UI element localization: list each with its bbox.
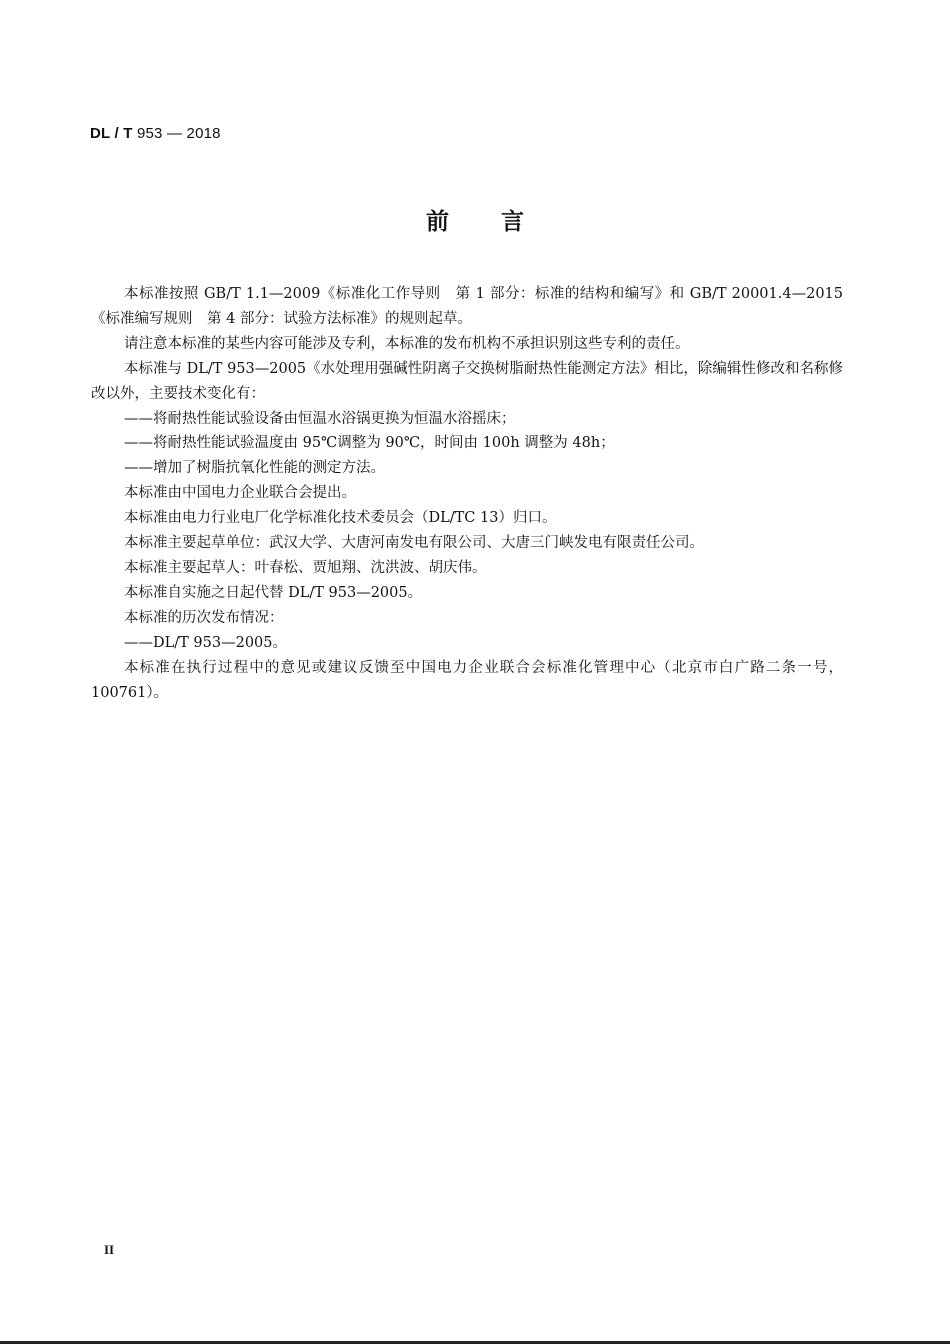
document-code	[90, 125, 221, 142]
section-title-char-1: 前	[426, 209, 449, 235]
paragraph-drafting-rules: 本标准按照 GB/T 1.1—2009《标准化工作导则 第 1 部分：标准的结构和编写》和 GB/T 20001.4—2015《标准编写规则 第 4 部分：试验方法标准》的规则起草。	[91, 286, 843, 327]
section-title-char-2: 言	[501, 209, 524, 235]
paragraph-changes-intro: 本标准与 DL/T 953—2005《水处理用强碱性阴离子交换树脂耐热性能测定方法》相比，除编辑性修改和名称修改以外，主要技术变化有：	[91, 360, 843, 402]
paragraph-responsible-committee: 本标准由电力行业电厂化学标准化技术委员会（DL/TC 13）归口。	[124, 510, 557, 527]
paragraph-proposer: 本标准由中国电力企业联合会提出。	[124, 485, 356, 502]
document-code-number: 953 — 2018	[136, 125, 221, 142]
list-item-change-oxidation: ——增加了树脂抗氧化性能的测定方法。	[124, 460, 385, 477]
paragraph-patent-notice: 请注意本标准的某些内容可能涉及专利，本标准的发布机构不承担识别这些专利的责任。	[124, 335, 690, 352]
section-title	[0, 203, 950, 236]
list-item-previous-edition: ——DL/T 953—2005。	[124, 634, 287, 651]
document-code-prefix: DL / T	[90, 125, 133, 142]
paragraph-replaces: 本标准自实施之日起代替 DL/T 953—2005。	[124, 584, 423, 601]
page-number: II	[104, 1242, 115, 1257]
list-item-change-temperature: ——将耐热性能试验温度由 95℃调整为 90℃，时间由 100h 调整为 48h；	[124, 435, 615, 452]
paragraph-feedback: 本标准在执行过程中的意见或建议反馈至中国电力企业联合会标准化管理中心（北京市白广路二条一号，100761）。	[91, 659, 843, 701]
list-item-change-equipment: ——将耐热性能试验设备由恒温水浴锅更换为恒温水浴摇床；	[124, 410, 516, 427]
foreword-body	[91, 282, 843, 705]
paragraph-release-history: 本标准的历次发布情况：	[124, 609, 284, 626]
paragraph-drafting-units: 本标准主要起草单位：武汉大学、大唐河南发电有限公司、大唐三门峡发电有限责任公司。	[124, 535, 704, 552]
paragraph-drafters: 本标准主要起草人：叶春松、贾旭翔、沈洪波、胡庆伟。	[124, 559, 487, 576]
